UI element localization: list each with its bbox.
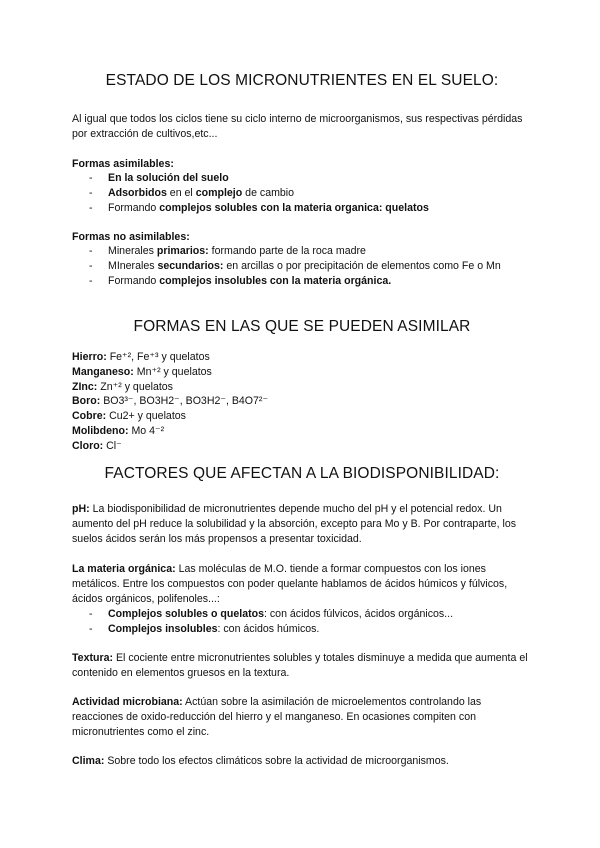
section1-intro: Al igual que todos los ciclos tiene su ciclo interno de microorganismos, sus respectivas pérdidas por extracción de cultivos,etc... xyxy=(72,113,523,140)
list-item: - MInerales secundarios: en arcillas o por precipitación de elementos como Fe o Mn xyxy=(72,259,532,274)
list-item: - Formando complejos insolubles con la materia orgánica. xyxy=(72,274,532,289)
list-item: - En la solución del suelo xyxy=(72,171,532,186)
list-item: - Adsorbidos en el complejo de cambio xyxy=(72,186,532,201)
forms-row-cobre: Cobre: Cu2+ y quelatos xyxy=(72,410,186,423)
factor-textura: Textura: El cociente entre micronutrientes solubles y totales disminuye a medida que aumenta el contenido en elementos gruesos en la textura. xyxy=(72,652,528,679)
forms-row-cloro: Cloro: Cl⁻ xyxy=(72,439,122,452)
forms-row-boro: Boro: BO3³⁻, BO3H2⁻, BO3H2⁻, B4O7²⁻ xyxy=(72,395,269,408)
factor-ph: pH: La biodisponibilidad de micronutrientes depende mucho del pH y el potencial redox. Un aumento del pH reduce la solubilidad y la absorción, excepto para Mo y B. Por contraparte, los suelos ácidos serán los más propensos a presentar toxicidad. xyxy=(72,503,517,545)
materia-list xyxy=(72,607,532,637)
no-asimilables-heading: Formas no asimilables: xyxy=(72,231,190,243)
factor-actividad-microbiana: Actividad microbiana: Actúan sobre la asimilación de microelementos controlando las reacciones de oxido-reducción del hierro y el manganeso. En ocasiones compiten con micronutrientes como el zinc. xyxy=(72,696,482,738)
list-item: - Complejos solubles o quelatos: con ácidos fúlvicos, ácidos orgánicos... xyxy=(72,607,532,622)
section2-title: FORMAS EN LAS QUE SE PUEDEN ASIMILAR xyxy=(133,318,471,335)
forms-row-molibdeno: Molibdeno: Mo 4⁻² xyxy=(72,424,165,437)
asimilables-heading: Formas asimilables: xyxy=(72,158,174,170)
list-item: - Complejos insolubles: con ácidos húmicos. xyxy=(72,622,532,637)
section3-title: FACTORES QUE AFECTAN A LA BIODISPONIBILIDAD: xyxy=(104,465,500,482)
no-asimilables-list xyxy=(72,244,532,288)
forms-row-manganeso: Manganeso: Mn⁺² y quelatos xyxy=(72,365,212,378)
forms-list xyxy=(72,350,532,454)
asimilables-list xyxy=(72,171,532,215)
factor-materia-organica: La materia orgánica: Las moléculas de M.O. tiende a formar compuestos con los iones metálicos. Entre los compuestos con poder quelante hablamos de ácidos húmicos y fúlvicos, ácidos orgánicos, polifenoles...: xyxy=(72,563,508,605)
factor-clima: Clima: Sobre todo los efectos climáticos sobre la actividad de microorganismos. xyxy=(72,755,449,767)
list-item: - Minerales primarios: formando parte de la roca madre xyxy=(72,244,532,259)
section1-title: ESTADO DE LOS MICRONUTRIENTES EN EL SUELO: xyxy=(105,72,499,89)
forms-row-zinc: ZInc: Zn⁺² y quelatos xyxy=(72,380,173,393)
list-item: - Formando complejos solubles con la materia organica: quelatos xyxy=(72,201,532,216)
forms-row-hierro: Hierro: Fe⁺², Fe⁺³ y quelatos xyxy=(72,351,210,363)
